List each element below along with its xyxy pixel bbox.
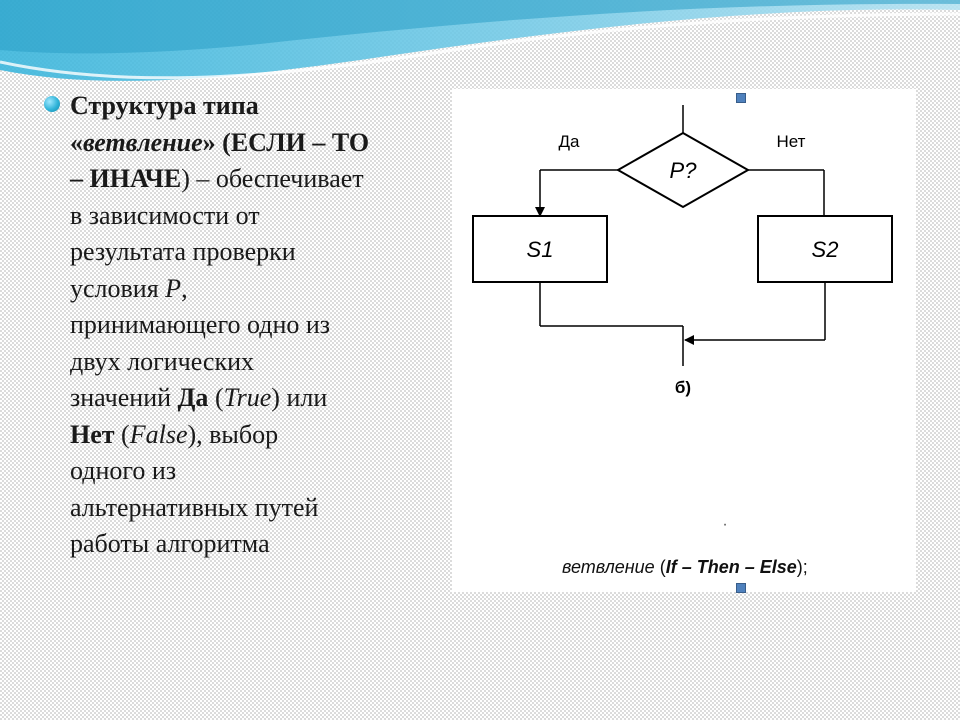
no-bold: Нет bbox=[70, 419, 115, 449]
caption-italic: ветвление bbox=[562, 557, 655, 577]
bullet-line-6-pre: условия bbox=[70, 273, 166, 303]
resize-handle-bottom[interactable] bbox=[736, 583, 746, 593]
bullet-line-11: одного из bbox=[70, 456, 177, 485]
bullet-text bbox=[70, 88, 430, 563]
paren-open: ( bbox=[208, 383, 224, 412]
stray-dot: · bbox=[722, 516, 728, 533]
bullet-line-9-post: ) или bbox=[271, 383, 328, 412]
no-label: Нет bbox=[776, 132, 806, 151]
resize-handle-top[interactable] bbox=[736, 93, 746, 103]
bullet-line-12: альтернативных путей bbox=[70, 492, 319, 522]
caption-bold: If – Then – Else bbox=[665, 557, 797, 577]
caption-paren-close: ); bbox=[796, 557, 808, 577]
true-italic: True bbox=[223, 383, 272, 412]
false-italic: False bbox=[129, 419, 188, 449]
quote-open: « bbox=[70, 127, 83, 157]
bullet-dot-icon bbox=[44, 96, 60, 112]
yes-label: Да bbox=[558, 132, 580, 151]
block-s2-label: S2 bbox=[811, 237, 839, 262]
term-italic: ветвление bbox=[83, 127, 203, 157]
bullet-line-6-post: , bbox=[181, 273, 188, 303]
yes-bold: Да bbox=[177, 383, 209, 412]
bullet-line-9-pre: значений bbox=[70, 383, 178, 412]
bullet-line-7: принимающего одно из bbox=[70, 310, 331, 339]
bullet-line-3-bold: – ИНАЧЕ bbox=[70, 164, 182, 193]
condition-label: P? bbox=[669, 158, 697, 183]
quote-close: » bbox=[202, 127, 216, 157]
bullet-line-1: Структура типа bbox=[70, 91, 259, 120]
bullet-line-4: в зависимости от bbox=[70, 200, 260, 230]
variable-p: P bbox=[165, 273, 182, 303]
figure-sublabel: б) bbox=[674, 378, 692, 397]
flowchart-svg bbox=[452, 89, 916, 592]
bullet-line-3-rest: ) – обеспечивает bbox=[181, 164, 364, 193]
caption-paren-open: ( bbox=[654, 557, 666, 577]
figure-caption bbox=[562, 557, 808, 577]
bullet-line-10-post: ), выбор bbox=[187, 419, 279, 449]
bullet-line-2-rest: (ЕСЛИ – ТО bbox=[215, 127, 370, 157]
flowchart-figure[interactable] bbox=[452, 89, 916, 592]
bullet-line-8: двух логических bbox=[70, 346, 255, 376]
paren-open: ( bbox=[114, 419, 130, 449]
bullet-line-5: результата проверки bbox=[70, 237, 296, 266]
bullet-line-13: работы алгоритма bbox=[70, 529, 270, 558]
block-s1-label: S1 bbox=[526, 237, 554, 262]
